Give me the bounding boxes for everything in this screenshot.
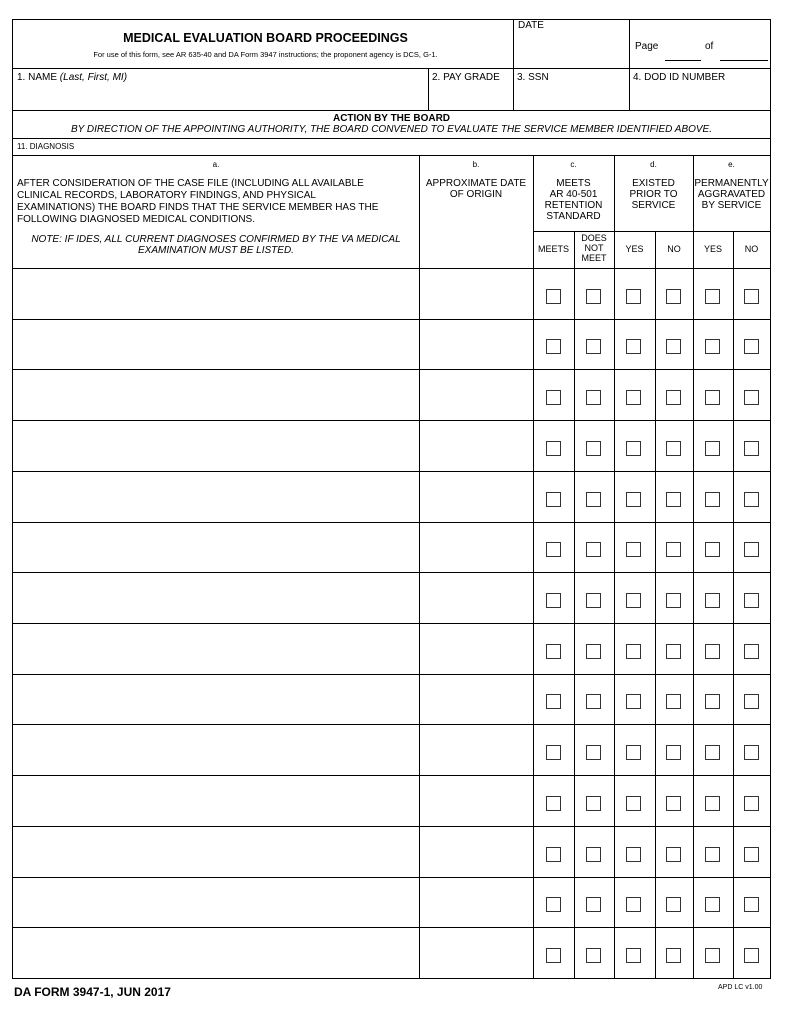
table-row — [13, 826, 770, 877]
aggravated-no-checkbox[interactable] — [744, 948, 759, 963]
aggravated-no-checkbox[interactable] — [744, 593, 759, 608]
date-of-origin-cell[interactable] — [423, 678, 529, 721]
does-not-meet-checkbox[interactable] — [586, 339, 601, 354]
date-of-origin-cell[interactable] — [423, 627, 529, 670]
diagnosis-cell[interactable] — [17, 424, 415, 467]
aggravated-no-checkbox[interactable] — [744, 542, 759, 557]
pay-grade-field[interactable] — [432, 86, 514, 108]
aggravated-no-checkbox[interactable] — [744, 694, 759, 709]
meets-checkbox[interactable] — [546, 644, 561, 659]
meets-checkbox[interactable] — [546, 339, 561, 354]
table-row — [13, 724, 770, 775]
aggravated-yes-checkbox[interactable] — [705, 847, 720, 862]
existed-prior-no-checkbox[interactable] — [666, 492, 681, 507]
aggravated-no-checkbox[interactable] — [744, 847, 759, 862]
existed-prior-yes-checkbox[interactable] — [626, 441, 641, 456]
existed-prior-no-checkbox[interactable] — [666, 542, 681, 557]
aggravated-no-checkbox[interactable] — [744, 289, 759, 304]
date-of-origin-cell[interactable] — [423, 323, 529, 366]
existed-prior-yes-checkbox[interactable] — [626, 289, 641, 304]
does-not-meet-checkbox[interactable] — [586, 745, 601, 760]
existed-prior-no-checkbox[interactable] — [666, 694, 681, 709]
date-of-origin-cell[interactable] — [423, 526, 529, 569]
diagnosis-cell[interactable] — [17, 678, 415, 721]
date-of-origin-cell[interactable] — [423, 881, 529, 924]
diagnosis-cell[interactable] — [17, 272, 415, 315]
col-d-letter: d. — [650, 160, 657, 169]
page-number-field[interactable] — [665, 60, 701, 61]
existed-prior-yes-checkbox[interactable] — [626, 593, 641, 608]
existed-prior-no-checkbox[interactable] — [666, 948, 681, 963]
col-b-letter: b. — [472, 160, 480, 169]
aggravated-no-checkbox[interactable] — [744, 390, 759, 405]
col-c-header: MEETS AR 40-501 RETENTION STANDARD — [544, 178, 603, 222]
form-subtitle: For use of this form, see AR 635-40 and DA Form 3947 instructions; the proponent agency is DCS, G-1. — [93, 50, 438, 59]
does-not-meet-checkbox[interactable] — [586, 796, 601, 811]
table-row — [13, 775, 770, 826]
aggravated-no-checkbox[interactable] — [744, 745, 759, 760]
aggravated-yes-checkbox[interactable] — [705, 745, 720, 760]
date-of-origin-cell[interactable] — [423, 728, 529, 771]
aggravated-yes-checkbox[interactable] — [705, 644, 720, 659]
col-c-does-not-meet-subheader: DOES NOT MEET — [581, 233, 607, 263]
existed-prior-yes-checkbox[interactable] — [626, 948, 641, 963]
aggravated-no-checkbox[interactable] — [744, 796, 759, 811]
does-not-meet-checkbox[interactable] — [586, 897, 601, 912]
date-of-origin-cell[interactable] — [423, 272, 529, 315]
meets-checkbox[interactable] — [546, 796, 561, 811]
does-not-meet-checkbox[interactable] — [586, 542, 601, 557]
aggravated-no-checkbox[interactable] — [744, 339, 759, 354]
meets-checkbox[interactable] — [546, 542, 561, 557]
aggravated-no-checkbox[interactable] — [744, 492, 759, 507]
existed-prior-yes-checkbox[interactable] — [626, 847, 641, 862]
existed-prior-yes-checkbox[interactable] — [626, 390, 641, 405]
date-of-origin-cell[interactable] — [423, 576, 529, 619]
col-a-text: AFTER CONSIDERATION OF THE CASE FILE (INCLUDING ALL AVAILABLE CLINICAL RECORDS, LABORATORY FINDINGS, AND PHYSICAL EXAMINATIONS) THE BOARD FINDS THAT THE SERVICE MEMBER HAS THE FOLLOWING DIAGNOSED MEDICAL CONDITIONS. — [17, 178, 379, 225]
meets-checkbox[interactable] — [546, 745, 561, 760]
dod-id-field[interactable] — [633, 86, 770, 108]
col-e-header: PERMANENTLY AGGRAVATED BY SERVICE — [694, 178, 769, 211]
existed-prior-yes-checkbox[interactable] — [626, 492, 641, 507]
page-of-label: of — [705, 41, 714, 52]
meets-checkbox[interactable] — [546, 847, 561, 862]
diagnosis-cell[interactable] — [17, 627, 415, 670]
col-e-no-subheader: NO — [744, 244, 759, 254]
pay-grade-label: 2. PAY GRADE — [432, 72, 500, 83]
does-not-meet-checkbox[interactable] — [586, 289, 601, 304]
does-not-meet-checkbox[interactable] — [586, 492, 601, 507]
aggravated-yes-checkbox[interactable] — [705, 593, 720, 608]
ssn-field[interactable] — [517, 86, 629, 108]
table-row — [13, 522, 770, 573]
existed-prior-yes-checkbox[interactable] — [626, 542, 641, 557]
col-e-yes-subheader: YES — [703, 244, 722, 254]
name-label: 1. NAME (Last, First, MI) — [17, 72, 128, 83]
existed-prior-no-checkbox[interactable] — [666, 441, 681, 456]
aggravated-no-checkbox[interactable] — [744, 441, 759, 456]
existed-prior-no-checkbox[interactable] — [666, 745, 681, 760]
diagnosis-cell[interactable] — [17, 475, 415, 518]
col-d-yes-subheader: YES — [625, 244, 644, 254]
diagnosis-cell[interactable] — [17, 576, 415, 619]
ssn-label: 3. SSN — [517, 72, 549, 83]
diagnosis-cell[interactable] — [17, 526, 415, 569]
table-row — [13, 369, 770, 420]
date-of-origin-cell[interactable] — [423, 475, 529, 518]
existed-prior-no-checkbox[interactable] — [666, 847, 681, 862]
table-row — [13, 471, 770, 522]
aggravated-yes-checkbox[interactable] — [705, 948, 720, 963]
date-of-origin-cell[interactable] — [423, 779, 529, 822]
meets-checkbox[interactable] — [546, 694, 561, 709]
existed-prior-yes-checkbox[interactable] — [626, 339, 641, 354]
aggravated-no-checkbox[interactable] — [744, 644, 759, 659]
medical-evaluation-board-form — [12, 19, 771, 979]
col-c-letter: c. — [570, 160, 577, 169]
does-not-meet-checkbox[interactable] — [586, 694, 601, 709]
aggravated-yes-checkbox[interactable] — [705, 796, 720, 811]
aggravated-yes-checkbox[interactable] — [705, 897, 720, 912]
does-not-meet-checkbox[interactable] — [586, 441, 601, 456]
date-label: DATE — [518, 20, 544, 31]
meets-checkbox[interactable] — [546, 289, 561, 304]
date-field[interactable] — [517, 34, 629, 66]
meets-checkbox[interactable] — [546, 897, 561, 912]
aggravated-yes-checkbox[interactable] — [705, 390, 720, 405]
name-field[interactable] — [17, 86, 426, 108]
aggravated-no-checkbox[interactable] — [744, 897, 759, 912]
meets-checkbox[interactable] — [546, 593, 561, 608]
diagnosis-cell[interactable] — [17, 323, 415, 366]
does-not-meet-checkbox[interactable] — [586, 593, 601, 608]
diagnosis-cell[interactable] — [17, 830, 415, 873]
page-label: Page — [635, 41, 659, 52]
table-row — [13, 674, 770, 725]
form-id: DA FORM 3947-1, JUN 2017 — [14, 985, 171, 999]
col-c-meets-subheader: MEETS — [537, 244, 569, 254]
aggravated-yes-checkbox[interactable] — [705, 289, 720, 304]
page-total-field[interactable] — [720, 60, 768, 61]
does-not-meet-checkbox[interactable] — [586, 390, 601, 405]
existed-prior-no-checkbox[interactable] — [666, 289, 681, 304]
table-row — [13, 877, 770, 928]
does-not-meet-checkbox[interactable] — [586, 948, 601, 963]
col-e-letter: e. — [728, 160, 735, 169]
existed-prior-no-checkbox[interactable] — [666, 897, 681, 912]
existed-prior-yes-checkbox[interactable] — [626, 897, 641, 912]
existed-prior-no-checkbox[interactable] — [666, 339, 681, 354]
aggravated-yes-checkbox[interactable] — [705, 694, 720, 709]
diagnosis-section-label: 11. DIAGNOSIS — [17, 142, 75, 151]
diagnosis-cell[interactable] — [17, 373, 415, 416]
does-not-meet-checkbox[interactable] — [586, 847, 601, 862]
meets-checkbox[interactable] — [546, 948, 561, 963]
col-d-header: EXISTED PRIOR TO SERVICE — [629, 178, 678, 211]
dod-id-label: 4. DOD ID NUMBER — [633, 72, 726, 83]
form-title: MEDICAL EVALUATION BOARD PROCEEDINGS — [123, 31, 408, 45]
diagnosis-cell[interactable] — [17, 881, 415, 924]
diagnosis-cell[interactable] — [17, 728, 415, 771]
existed-prior-no-checkbox[interactable] — [666, 644, 681, 659]
table-row — [13, 268, 770, 319]
date-of-origin-cell[interactable] — [423, 931, 529, 974]
diagnosis-cell[interactable] — [17, 931, 415, 974]
existed-prior-no-checkbox[interactable] — [666, 796, 681, 811]
col-a-letter: a. — [212, 160, 220, 169]
existed-prior-yes-checkbox[interactable] — [626, 644, 641, 659]
action-subtitle: BY DIRECTION OF THE APPOINTING AUTHORITY, THE BOARD CONVENED TO EVALUATE THE SERVICE MEMBER IDENTIFIED ABOVE. — [70, 124, 713, 135]
action-title: ACTION BY THE BOARD — [332, 113, 451, 124]
existed-prior-no-checkbox[interactable] — [666, 593, 681, 608]
col-d-no-subheader: NO — [667, 244, 681, 254]
table-row — [13, 319, 770, 370]
col-b-header: APPROXIMATE DATE OF ORIGIN — [425, 178, 527, 200]
meets-checkbox[interactable] — [546, 492, 561, 507]
does-not-meet-checkbox[interactable] — [586, 644, 601, 659]
form-version: APD LC v1.00 — [718, 984, 763, 991]
meets-checkbox[interactable] — [546, 390, 561, 405]
aggravated-yes-checkbox[interactable] — [705, 339, 720, 354]
date-of-origin-cell[interactable] — [423, 373, 529, 416]
table-row — [13, 572, 770, 623]
aggravated-yes-checkbox[interactable] — [705, 441, 720, 456]
table-row — [13, 420, 770, 471]
date-of-origin-cell[interactable] — [423, 830, 529, 873]
existed-prior-no-checkbox[interactable] — [666, 390, 681, 405]
date-of-origin-cell[interactable] — [423, 424, 529, 467]
existed-prior-yes-checkbox[interactable] — [626, 745, 641, 760]
existed-prior-yes-checkbox[interactable] — [626, 694, 641, 709]
diagnosis-cell[interactable] — [17, 779, 415, 822]
aggravated-yes-checkbox[interactable] — [705, 542, 720, 557]
meets-checkbox[interactable] — [546, 441, 561, 456]
table-row — [13, 927, 770, 978]
table-row — [13, 623, 770, 674]
existed-prior-yes-checkbox[interactable] — [626, 796, 641, 811]
col-a-note: NOTE: IF IDES, ALL CURRENT DIAGNOSES CONFIRMED BY THE VA MEDICAL EXAMINATION MUST BE LISTED. — [31, 234, 401, 256]
aggravated-yes-checkbox[interactable] — [705, 492, 720, 507]
